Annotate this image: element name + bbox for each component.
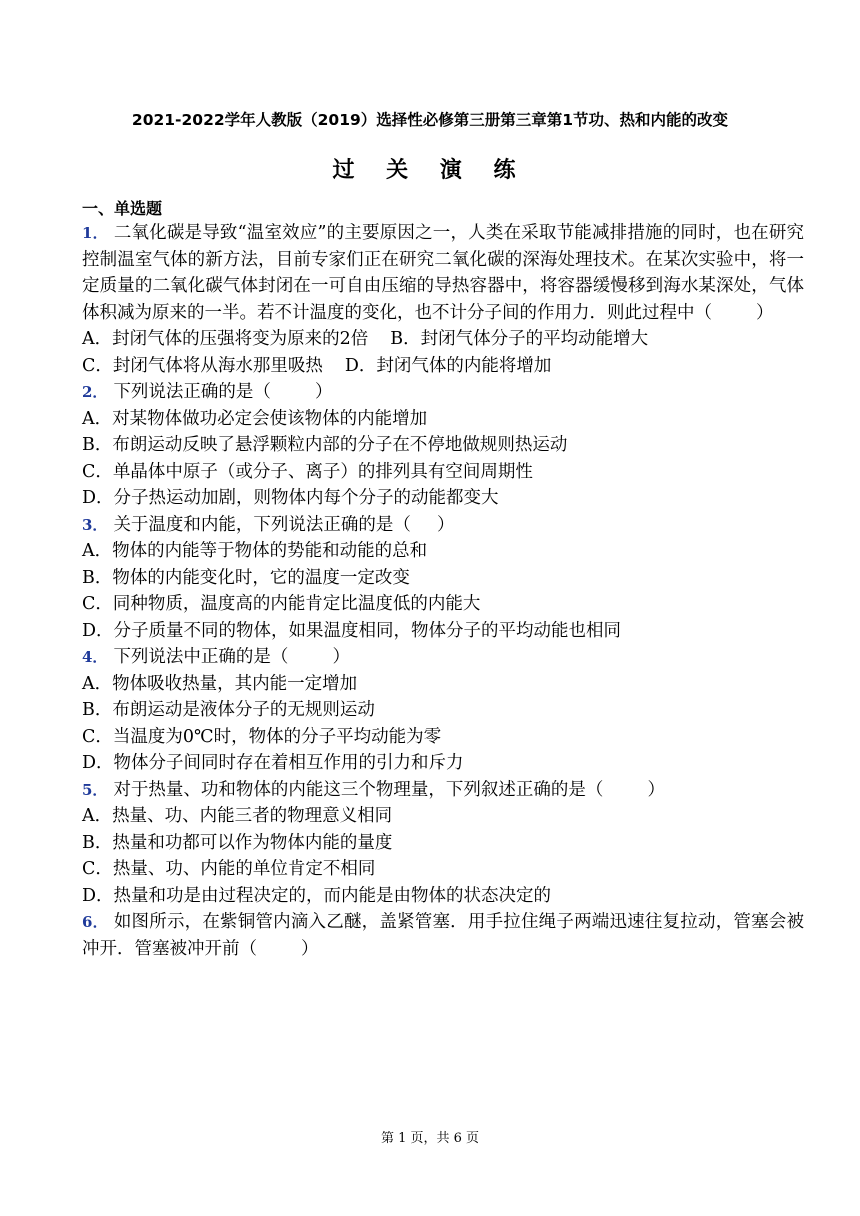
question-list [82, 220, 804, 962]
question-text: 关于温度和内能，下列说法正确的是（ [113, 514, 411, 535]
option-a[interactable]: A．封闭气体的压强将变为原来的2倍 [82, 329, 369, 349]
question-number: 1． [82, 224, 108, 242]
answer-paren-close: ） [301, 938, 319, 959]
question-number: 2． [82, 383, 108, 401]
question-number: 3． [82, 515, 108, 534]
answer-paren-close: ） [332, 647, 350, 667]
option-row [82, 353, 804, 380]
question-text: 下列说法正确的是（ [113, 382, 271, 402]
option-d[interactable]: D．分子热运动加剧，则物体内每个分子的动能都变大 [82, 488, 499, 508]
question-3 [82, 512, 804, 645]
section-heading: 一、单选题 [82, 199, 163, 218]
option-c[interactable]: C．当温度为0℃时，物体的分子平均动能为零 [82, 726, 442, 747]
question-number: 4． [82, 648, 108, 666]
option-c[interactable]: C．同种物质，温度高的内能肯定比温度低的内能大 [82, 594, 481, 614]
question-text: 下列说法中正确的是（ [113, 647, 289, 667]
option-b[interactable]: B．布朗运动是液体分子的无规则运动 [82, 700, 375, 720]
option-a[interactable]: A．物体吸收热量，其内能一定增加 [82, 673, 358, 694]
question-number: 6． [82, 913, 108, 931]
question-text: 如图所示，在紫铜管内滴入乙醚，盖紧管塞．用手拉住绳子两端迅速往复拉动，管塞会被冲开．管塞被冲开前（ [82, 912, 805, 959]
option-a[interactable]: A．对某物体做功必定会使该物体的内能增加 [82, 408, 428, 429]
option-d[interactable]: D．热量和功是由过程决定的，而内能是由物体的状态决定的 [82, 885, 552, 906]
exercise-subtitle: 过 关 演 练 [332, 158, 528, 183]
option-d[interactable]: D．分子质量不同的物体，如果温度相同，物体分子的平均动能也相同 [82, 620, 622, 641]
option-b[interactable]: B．布朗运动反映了悬浮颗粒内部的分子在不停地做规则热运动 [82, 435, 568, 455]
option-c[interactable]: C．单晶体中原子（或分子、离子）的排列具有空间周期性 [82, 461, 533, 482]
question-stem [82, 909, 804, 962]
question-stem [82, 220, 804, 326]
option-b[interactable]: B．物体的内能变化时，它的温度一定改变 [82, 567, 410, 588]
question-6 [82, 909, 804, 962]
option-c[interactable]: C．热量、功、内能的单位肯定不相同 [82, 859, 376, 879]
question-4 [82, 644, 804, 777]
option-a[interactable]: A．热量、功、内能三者的物理意义相同 [82, 806, 393, 826]
option-row [82, 326, 804, 353]
question-stem [82, 644, 804, 671]
answer-paren-close: ） [314, 382, 333, 402]
document-title: 2021-2022学年人教版（2019）选择性必修第三册第三章第1节功、热和内能的改变 [131, 111, 729, 129]
option-d[interactable]: D．封闭气体的内能将增加 [344, 355, 552, 376]
answer-paren-close: ） [756, 302, 774, 323]
answer-paren-close: ） [436, 514, 455, 535]
question-2 [82, 379, 804, 512]
option-b[interactable]: B．热量和功都可以作为物体内能的量度 [82, 832, 393, 853]
option-a[interactable]: A．物体的内能等于物体的势能和动能的总和 [82, 541, 428, 561]
option-d[interactable]: D．物体分子间同时存在着相互作用的引力和斥力 [82, 753, 464, 773]
question-stem [82, 777, 804, 804]
question-stem [82, 379, 804, 406]
question-stem [82, 512, 804, 539]
page-footer: 第 1 页，共 6 页 [380, 1131, 480, 1146]
option-b[interactable]: B．封闭气体分子的平均动能增大 [390, 329, 649, 349]
question-number: 5． [82, 780, 108, 799]
question-text: 对于热量、功和物体的内能这三个物理量，下列叙述正确的是（ [113, 779, 604, 800]
answer-paren-close: ） [647, 779, 665, 800]
question-text: 二氧化碳是导致“温室效应”的主要原因之一，人类在采取节能减排措施的同时，也在研究控制温室气体的新方法，目前专家们正在研究二氧化碳的深海处理技术。在某次实验中，将一定质量的二氧化碳气体封闭在一可自由压缩的导热容器中，将容器缓慢移到海水某深处，气体体积减为原来的一半。若不计温度的变化，也不计分子间的作用力．则此过程中（ [82, 223, 805, 323]
question-5 [82, 777, 804, 910]
option-c[interactable]: C．封闭气体将从海水那里吸热 [82, 355, 323, 376]
question-1 [82, 220, 804, 379]
